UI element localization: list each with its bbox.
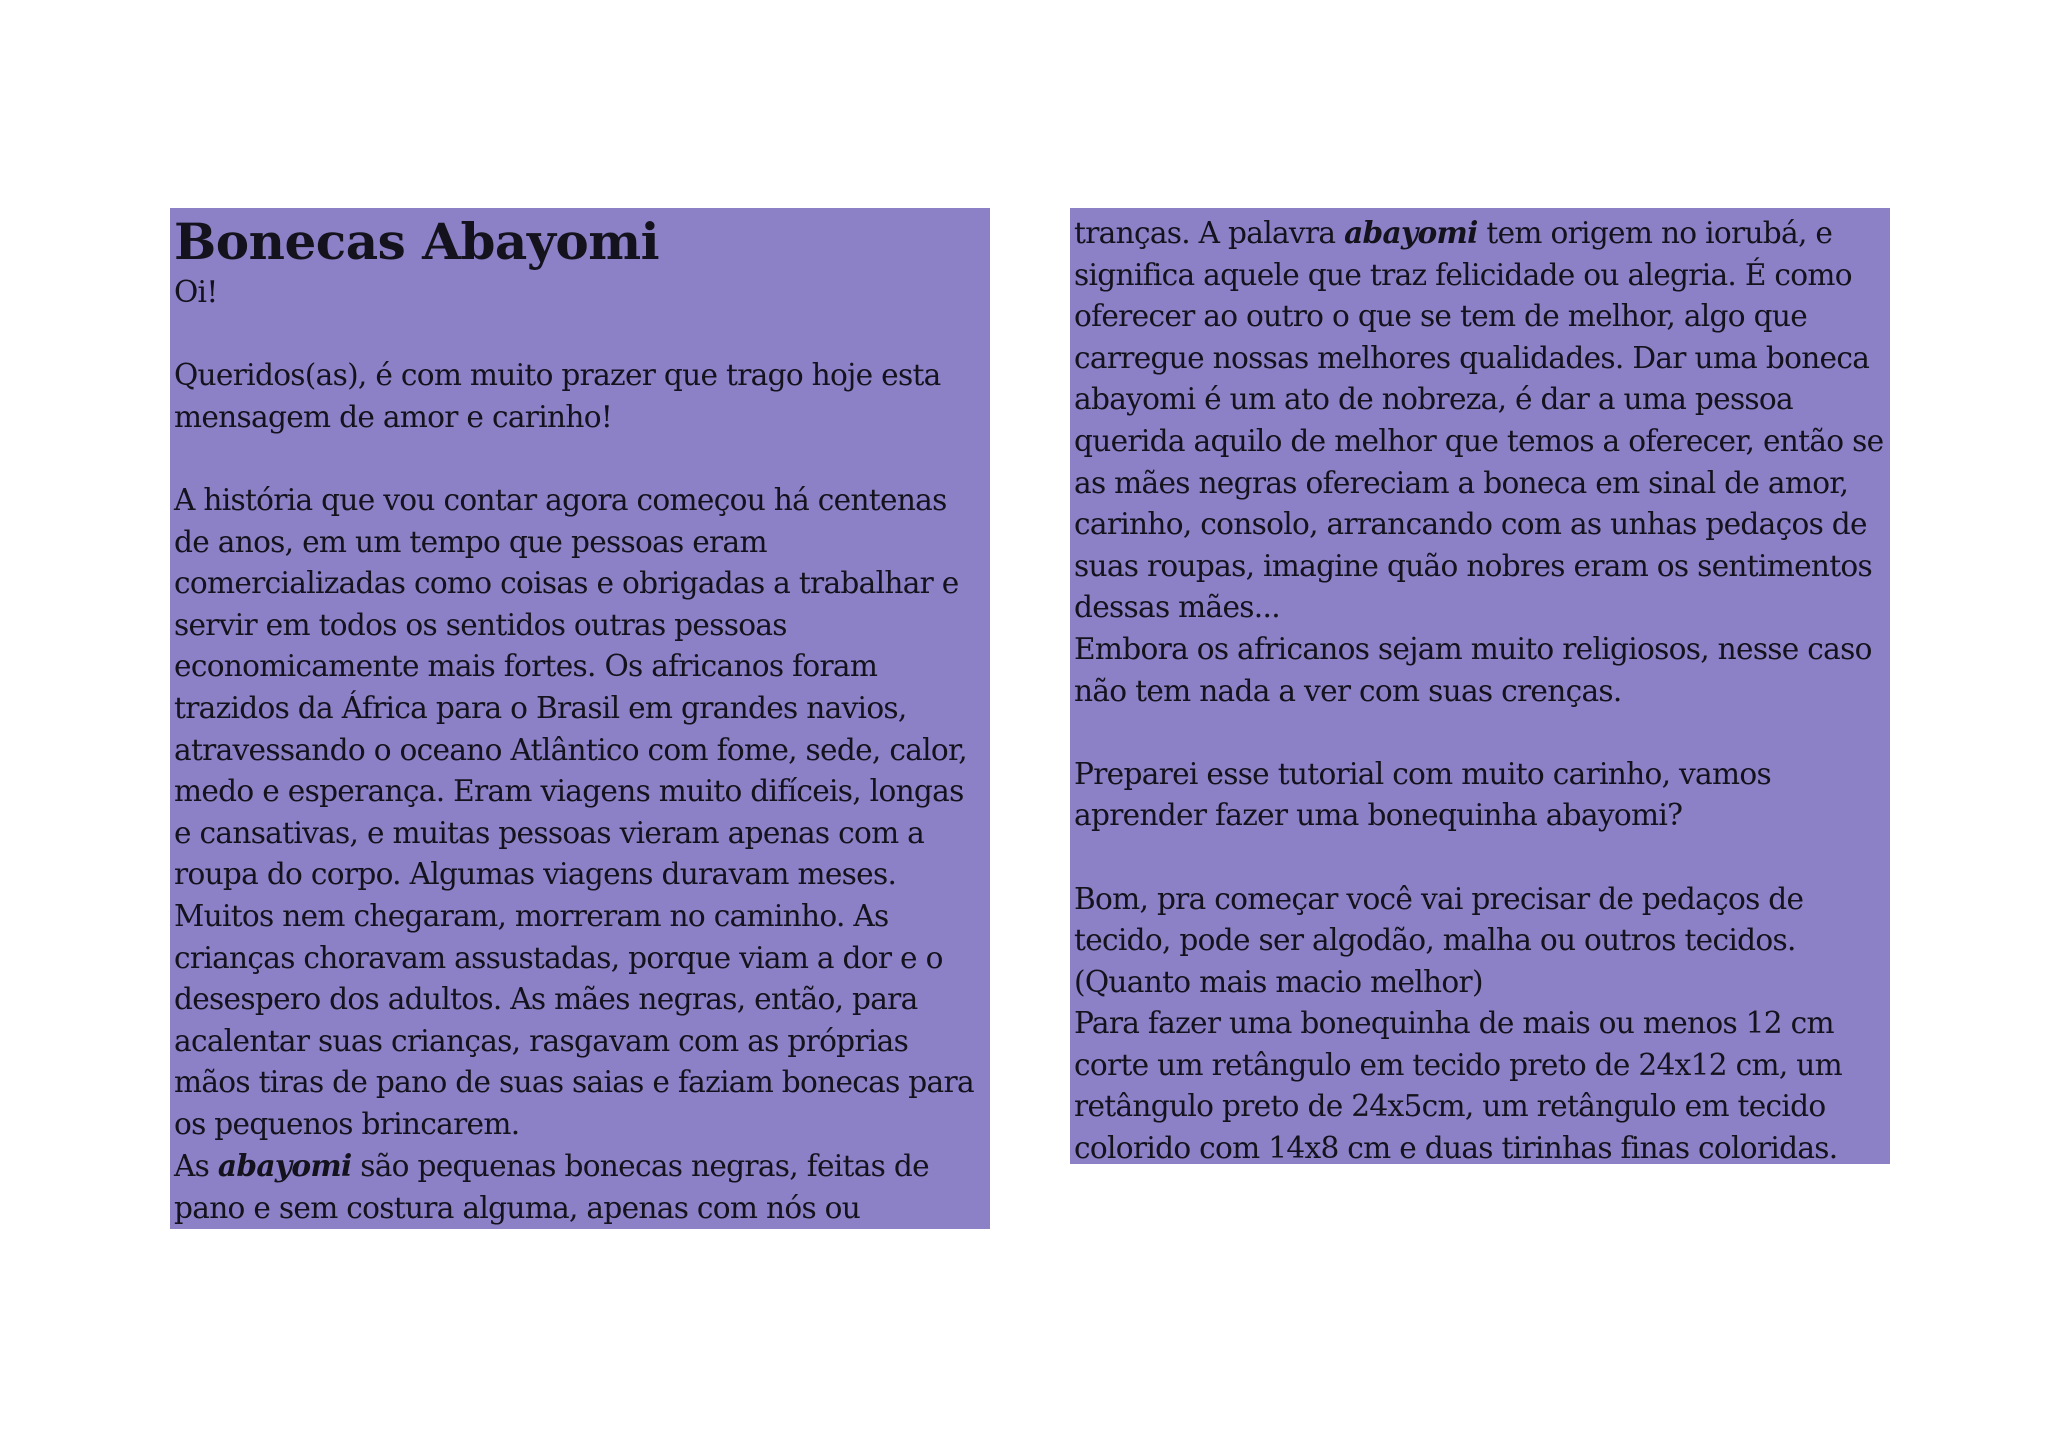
right-text-panel: [1070, 208, 1890, 1164]
meaning-emphasis: abayomi: [1344, 215, 1478, 250]
abayomi-emphasis: abayomi: [217, 1148, 352, 1184]
abayomi-paragraph: [174, 1145, 986, 1229]
meaning-suffix-text: tem origem no iorubá, e significa aquele que traz felicidade ou alegria. É como oferecer ao outro o que se tem de melhor, algo que carregue nossas melhores qualidades. Dar uma boneca abayomi é um ato de nobreza, é dar a uma pessoa querida aquilo de melhor que temos a oferecer, então se as mães negras ofereciam a boneca em sinal de amor, carinho, consolo, arrancando com as unhas pedaços de suas roupas, imagine quão nobres eram os sentimentos dessas mães...: [1074, 216, 1884, 625]
paragraph-spacer: [174, 438, 986, 480]
religion-paragraph: Embora os africanos sejam muito religiosos, nesse caso não tem nada a ver com suas crenças.: [1074, 631, 1872, 708]
document-title: Bonecas Abayomi: [174, 212, 660, 271]
abayomi-suffix-text: são pequenas bonecas negras, feitas de pano e sem costura alguma, apenas com nós ou: [174, 1149, 929, 1226]
tutorial-intro-paragraph: Preparei esse tutorial com muito carinho, vamos aprender fazer uma bonequinha abayomi?: [1074, 756, 1771, 833]
instructions-paragraph: Para fazer uma bonequinha de mais ou menos 12 cm corte um retângulo em tecido preto de 24x12 cm, um retângulo preto de 24x5cm, um retângulo em tecido colorido com 14x8 cm e duas tirinhas finas coloridas.: [1074, 1006, 1842, 1166]
paragraph-spacer: [1074, 837, 1886, 879]
meaning-paragraph: [1074, 212, 1886, 629]
paragraph-spacer: [174, 314, 986, 356]
meaning-prefix-text: tranças. A palavra: [1074, 216, 1345, 250]
materials-paragraph: Bom, pra começar você vai precisar de pedaços de tecido, pode ser algodão, malha ou outros tecidos.: [1074, 881, 1804, 958]
greeting-paragraph: Oi!: [174, 275, 218, 309]
materials-note: (Quanto mais macio melhor): [1074, 964, 1483, 999]
history-paragraph: A história que vou contar agora começou há centenas de anos, em um tempo que pessoas eram comercializadas como coisas e obrigadas a trabalhar e servir em todos os sentidos outras pessoas economicamente mais fortes. Os africanos foram trazidos da África para o Brasil em grandes navios, atravessando o oceano Atlântico com fome, sede, calor, medo e esperança. Eram viagens muito difíceis, longas e cansativas, e muitas pessoas vieram apenas com a roupa do corpo. Algumas viagens duravam meses. Muitos nem chegaram, morreram no caminho. As crianças choravam assustadas, porque viam a dor e o desespero dos adultos. As mães negras, então, para acalentar suas crianças, rasgavam com as próprias mãos tiras de pano de suas saias e faziam bonecas para os pequenos brincarem.: [174, 482, 974, 1141]
intro-paragraph: Queridos(as), é com muito prazer que trago hoje esta mensagem de amor e carinho!: [174, 358, 941, 434]
paragraph-spacer: [1074, 712, 1886, 754]
abayomi-prefix-text: As: [174, 1149, 218, 1184]
left-text-panel: [170, 208, 990, 1229]
